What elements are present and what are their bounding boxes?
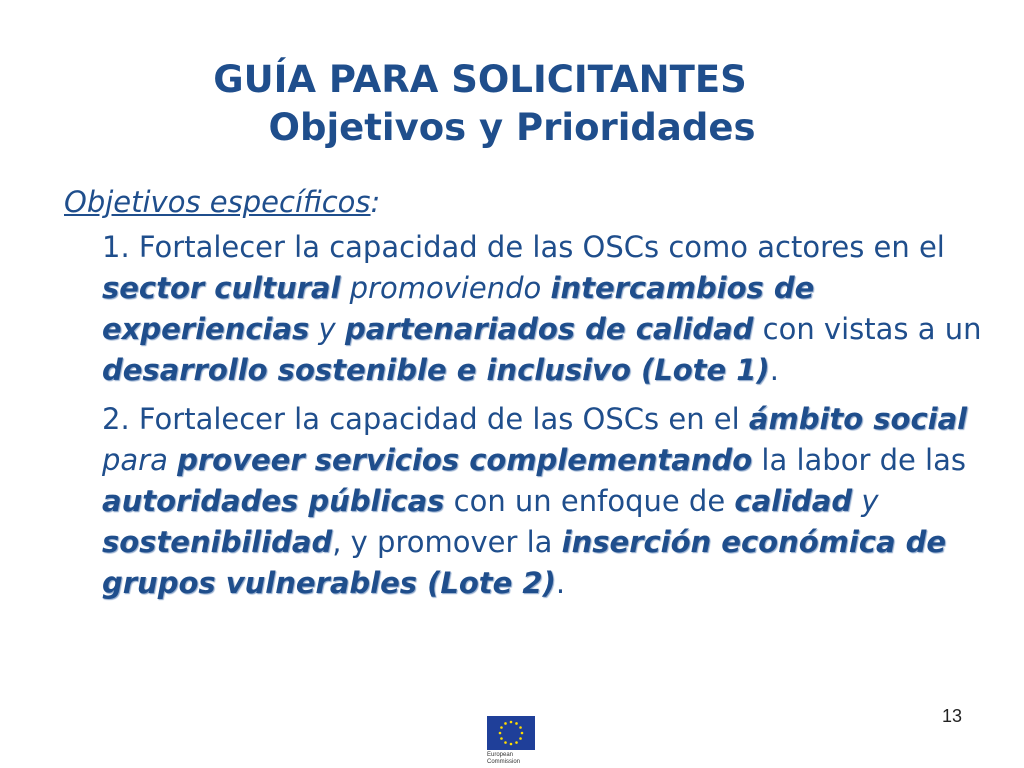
eu-star-icon <box>510 743 513 746</box>
eu-star-icon <box>499 732 502 735</box>
logo-caption-line-2: Commission <box>487 759 521 765</box>
emphasis-run: desarrollo sostenible e inclusivo (Lote 1) <box>102 353 770 387</box>
text-run: . <box>555 566 566 600</box>
text-run: con vistas a un <box>753 312 982 346</box>
eu-star-icon <box>521 732 524 735</box>
emphasis-run: proveer servicios complementando <box>177 443 753 477</box>
eu-star-icon <box>515 741 518 744</box>
objective-1 <box>102 227 984 391</box>
text-run: 1. Fortalecer la capacidad de las OSCs como actores en el <box>102 230 945 264</box>
eu-stars-icon <box>487 716 535 750</box>
emphasis-run: partenariados de calidad <box>344 312 754 346</box>
text-run: para <box>102 443 178 477</box>
title-line-2: Objetivos y Prioridades <box>268 106 756 149</box>
subheading-colon: : <box>370 185 381 219</box>
slide-title <box>0 56 1024 152</box>
emphasis-run: sector cultural <box>102 271 341 305</box>
text-run: promoviendo <box>340 271 551 305</box>
text-run: y <box>852 484 879 518</box>
eu-star-icon <box>510 721 513 724</box>
eu-star-icon <box>504 722 507 725</box>
eu-flag-icon <box>487 716 535 750</box>
subheading <box>64 182 984 223</box>
eu-star-icon <box>519 737 522 740</box>
text-run: la labor de las <box>752 443 966 477</box>
text-run: . <box>769 353 779 387</box>
objective-2 <box>102 399 984 604</box>
title-line-1: GUÍA PARA SOLICITANTES <box>213 58 747 101</box>
subheading-text: Objetivos específicos <box>64 185 371 219</box>
eu-star-icon <box>500 737 503 740</box>
eu-star-icon <box>500 726 503 729</box>
slide-content <box>64 182 984 604</box>
text-run: 2. Fortalecer la capacidad de las OSCs en el <box>102 402 749 436</box>
page-number: 13 <box>941 706 962 726</box>
eu-star-icon <box>504 741 507 744</box>
eu-star-icon <box>519 726 522 729</box>
emphasis-run: ámbito social <box>748 402 968 436</box>
emphasis-run: sostenibilidad <box>102 525 333 559</box>
emphasis-run: calidad <box>734 484 853 518</box>
logo-caption <box>487 752 537 766</box>
logo-caption-line-1: European <box>487 752 514 758</box>
text-run: y <box>309 312 345 346</box>
text-run: con un enfoque de <box>444 484 735 518</box>
european-commission-logo <box>487 716 537 766</box>
emphasis-run: inserción económica de grupos vulnerables (Lote 2) <box>102 525 947 600</box>
emphasis-run: autoridades públicas <box>102 484 445 518</box>
eu-star-icon <box>515 722 518 725</box>
text-run: , y promover la <box>332 525 562 559</box>
emphasis-run: intercambios de experiencias <box>102 271 815 346</box>
